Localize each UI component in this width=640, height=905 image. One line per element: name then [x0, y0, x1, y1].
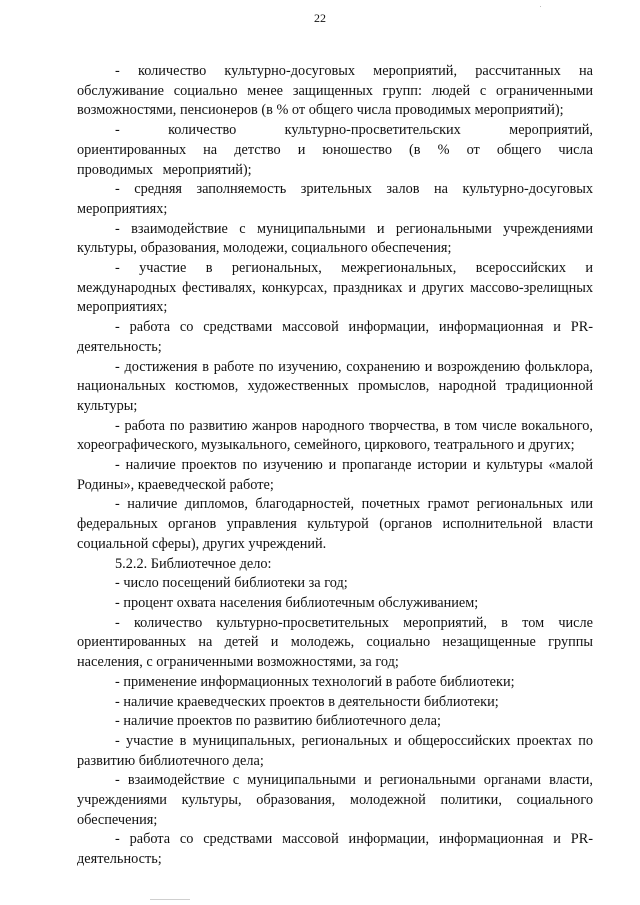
scan-artifact-line — [150, 899, 190, 900]
paragraph-19: - взаимодействие с муниципальными и региональными органами власти, учреждениями культуры, образования, молодежной политики, социального обеспечения; — [77, 772, 593, 828]
paragraph-7: - достижения в работе по изучению, сохранению и возрождению фольклора, национальных костюмов, художественных промыслов, народной традиционной культуры; — [77, 358, 593, 414]
paragraph-17: - наличие проектов по развитию библиотечного дела; — [115, 713, 441, 730]
paragraph-18: - участие в муниципальных, региональных и общероссийских проектах по развитию библиотечного дела; — [77, 732, 593, 769]
paragraph-14: - количество культурно-просветительных мероприятий, в том числе ориентированных на детей и молодежь, социально незащищенные группы населения, с ограниченными возможностями, за год; — [77, 614, 593, 671]
section-heading: 5.2.2. Библиотечное дело: — [115, 555, 272, 572]
paragraph-8: - работа по развитию жанров народного творчества, в том числе вокального, хореографического, музыкального, семейного, циркового, театрального и других; — [77, 417, 593, 454]
paragraph-9: - наличие проектов по изучению и пропаганде истории и культуры «малой Родины», краеведческой работе; — [77, 457, 593, 493]
paragraph-4: - взаимодействие с муниципальными и региональными учреждениями культуры, образования, молодежи, социального обеспечения; — [77, 220, 593, 257]
paragraph-20: - работа со средствами массовой информации, информационная и PR-деятельность; — [77, 831, 593, 868]
paragraph-5: - участие в региональных, межрегиональных, всероссийских и международных фестивалях, конкурсах, праздниках и других массово-зрелищных мероприятиях; — [77, 260, 593, 316]
paragraph-16: - наличие краеведческих проектов в деятельности библиотеки; — [115, 693, 499, 710]
paragraph-2: - количество культурно-просветительских мероприятий, ориентированных на детство и юношество (в % от общего числа проводимых мероприятий); — [77, 122, 593, 178]
paragraph-12: - число посещений библиотеки за год; — [115, 575, 348, 592]
page-number: 22 — [314, 11, 326, 25]
paragraph-15: - применение информационных технологий в работе библиотеки; — [115, 673, 515, 690]
paragraph-3: - средняя заполняемость зрительных залов на культурно-досуговых мероприятиях; — [77, 181, 593, 217]
document-body — [77, 62, 593, 870]
paragraph-6: - работа со средствами массовой информации, информационная и PR-деятельность; — [77, 319, 593, 355]
paragraph-1: - количество культурно-досуговых мероприятий, рассчитанных на обслуживание социально менее защищенных групп: людей с ограниченными возможностями, пенсионеров (в % от общего числа проводимых мероприятий); — [77, 63, 593, 119]
paragraph-10: - наличие дипломов, благодарностей, почетных грамот региональных или федеральных органов управления культурой (органов исполнительной власти социальной сферы), других учреждений. — [77, 496, 593, 552]
scan-artifact — [540, 6, 541, 7]
paragraph-13: - процент охвата населения библиотечным обслуживанием; — [115, 594, 479, 611]
